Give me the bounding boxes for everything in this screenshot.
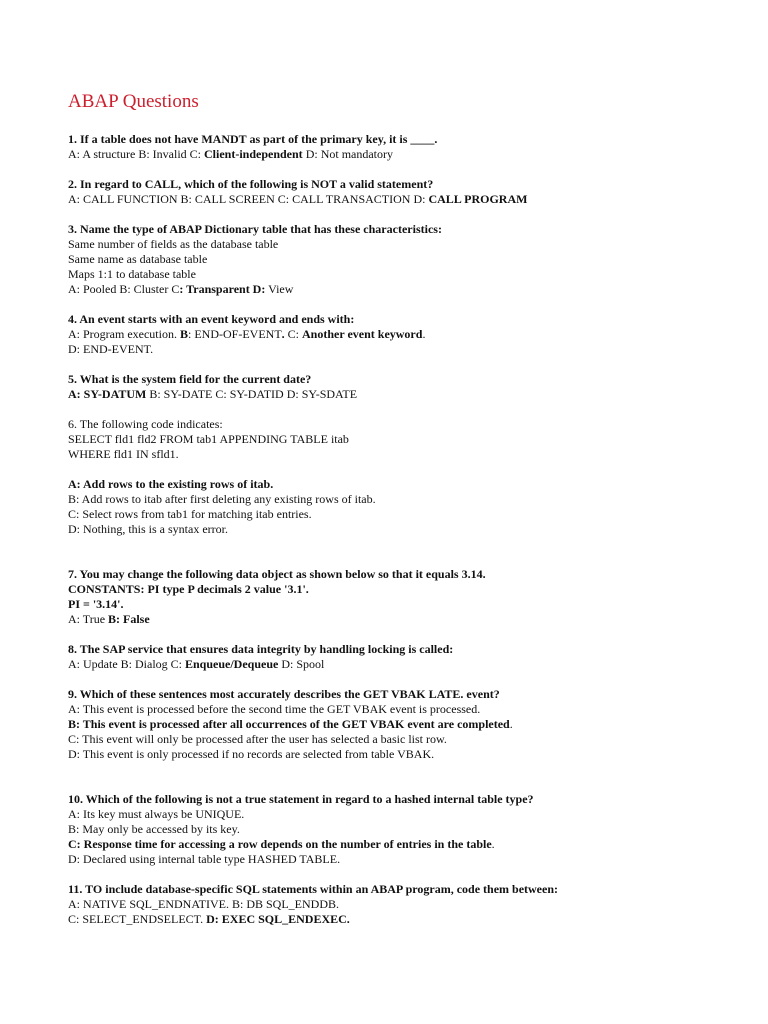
question-text: 7. You may change the following data object as shown below so that it equals 3.14. (68, 567, 486, 581)
code-line: SELECT fld1 fld2 FROM tab1 APPENDING TABLE itab (68, 432, 349, 446)
question-text: 10. Which of the following is not a true statement in regard to a hashed internal table type? (68, 792, 534, 806)
answer-options: A: NATIVE SQL_ENDNATIVE. B: DB SQL_ENDDB. (68, 897, 339, 911)
characteristic-line: Same name as database table (68, 252, 208, 266)
question-10 (68, 792, 728, 867)
answer-text: A: Pooled B: Cluster C (68, 282, 180, 296)
answer-text: D: Not mandatory (302, 147, 394, 161)
answer-text: A: Program execution. (68, 327, 180, 341)
answer-option-d: D: This event is only processed if no records are selected from table VBAK. (68, 747, 435, 761)
answer-text: View (265, 282, 294, 296)
question-5 (68, 372, 728, 402)
answer-text: C: (284, 327, 302, 341)
answer-label: B (179, 327, 188, 341)
correct-answer: B: False (108, 612, 150, 626)
question-text: 6. The following code indicates: (68, 417, 223, 431)
answer-text: . (491, 837, 495, 851)
correct-answer: A: SY-DATUM (68, 387, 147, 401)
answer-option-a: A: This event is processed before the second time the GET VBAK event is processed. (68, 702, 481, 716)
answer-text: . (422, 327, 426, 341)
answer-option-b: B: Add rows to itab after first deleting any existing rows of itab. (68, 492, 376, 506)
answer-option-c: C: Select rows from tab1 for matching itab entries. (68, 507, 312, 521)
answer-text: . (509, 717, 513, 731)
answer-options (68, 657, 728, 672)
answer-text: A: A structure B: Invalid C: (68, 147, 204, 161)
question-text: 5. What is the system field for the current date? (68, 372, 312, 386)
question-2 (68, 177, 728, 207)
correct-answer: : Transparent D: (179, 282, 266, 296)
answer-options (68, 192, 728, 207)
characteristic-line: Same number of fields as the database table (68, 237, 279, 251)
code-line: PI = '3.14'. (68, 597, 124, 611)
answer-text: : END-OF-EVENT (188, 327, 282, 341)
answer-options (68, 387, 728, 402)
question-text: 11. TO include database-specific SQL statements within an ABAP program, code them between: (68, 882, 559, 896)
question-text: 3. Name the type of ABAP Dictionary table that has these characteristics: (68, 222, 442, 236)
correct-answer: Client-independent (204, 147, 303, 161)
answer-option-d: D: Declared using internal table type HASHED TABLE. (68, 852, 341, 866)
correct-answer: Another event keyword (302, 327, 423, 341)
question-text: 2. In regard to CALL, which of the following is NOT a valid statement? (68, 177, 434, 191)
question-text: 8. The SAP service that ensures data integrity by handling locking is called: (68, 642, 454, 656)
question-7 (68, 567, 728, 627)
answer-options (68, 327, 728, 342)
question-text: 9. Which of these sentences most accurately describes the GET VBAK LATE. event? (68, 687, 500, 701)
answer-option-d: D: END-EVENT. (68, 342, 154, 356)
answer-text: A: True (68, 612, 109, 626)
answer-options (68, 282, 728, 297)
answer-text: C: SELECT_ENDSELECT. (68, 912, 207, 926)
question-4 (68, 312, 728, 357)
correct-answer: D: EXEC SQL_ENDEXEC. (206, 912, 350, 926)
answer-options (68, 147, 728, 162)
correct-answer: CALL PROGRAM (428, 192, 528, 206)
answer-option-b: B: May only be accessed by its key. (68, 822, 240, 836)
question-text: 1. If a table does not have MANDT as part of the primary key, it is ____. (68, 132, 438, 146)
question-6-answers (68, 477, 728, 537)
question-3 (68, 222, 728, 297)
correct-answer: B: This event is processed after all occurrences of the GET VBAK event are completed (68, 717, 510, 731)
answer-text: A: Update B: Dialog C: (68, 657, 185, 671)
characteristic-line: Maps 1:1 to database table (68, 267, 196, 281)
document-title: ABAP Questions (68, 91, 199, 112)
answer-options (68, 912, 728, 927)
answer-option-a: A: Its key must always be UNIQUE. (68, 807, 245, 821)
question-8 (68, 642, 728, 672)
code-line: CONSTANTS: PI type P decimals 2 value '3.1'. (68, 582, 309, 596)
correct-answer: C: Response time for accessing a row depends on the number of entries in the table (68, 837, 492, 851)
correct-answer: A: Add rows to the existing rows of itab. (68, 477, 274, 491)
answer-options (68, 612, 728, 627)
correct-answer: Enqueue/Dequeue (185, 657, 279, 671)
question-6 (68, 417, 728, 462)
question-11 (68, 882, 728, 927)
answer-option-b (68, 717, 728, 732)
answer-option-c (68, 837, 728, 852)
question-text: 4. An event starts with an event keyword and ends with: (68, 312, 355, 326)
answer-option-d: D: Nothing, this is a syntax error. (68, 522, 228, 536)
answer-option-c: C: This event will only be processed after the user has selected a basic list row. (68, 732, 447, 746)
answer-text: D: Spool (278, 657, 325, 671)
answer-text: A: CALL FUNCTION B: CALL SCREEN C: CALL TRANSACTION D: (68, 192, 429, 206)
answer-text: B: SY-DATE C: SY-DATID D: SY-SDATE (146, 387, 358, 401)
answer-text: . (281, 327, 285, 341)
question-1 (68, 132, 728, 162)
code-line: WHERE fld1 IN sfld1. (68, 447, 179, 461)
question-9 (68, 687, 728, 762)
